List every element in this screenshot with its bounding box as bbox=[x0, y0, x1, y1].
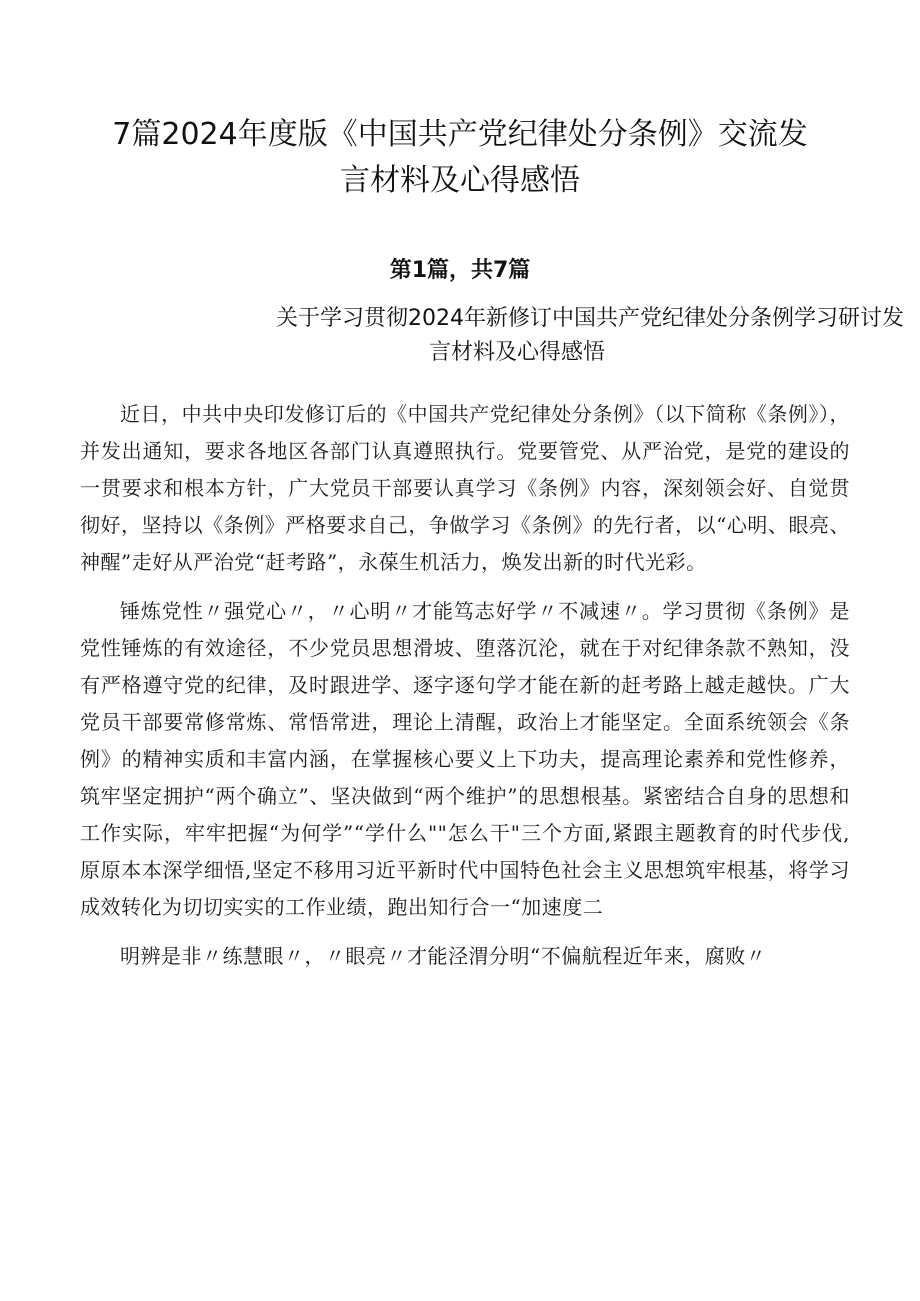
document-title bbox=[60, 112, 860, 204]
article-title-line-2: 言材料及心得感悟 bbox=[428, 340, 605, 365]
paragraph: 近日，中共中央印发修订后的《中国共产党纪律处分条例》（以下简称《条例》），并发出通知，要求各地区各部门认真遵照执行。党要管党、从严治党，是党的建设的一贯要求和根本方针，广大党员干部要认真学习《条例》内容，深刻领会好、自觉贯彻好，坚持以《条例》严格要求自己，争做学习《条例》的先行者，以“心明、眼亮、神醒”走好从严治党“赶考路”，永葆生机活力，焕发出新的时代光彩。 bbox=[80, 402, 850, 574]
document-title-line-2: 言材料及心得感悟 bbox=[340, 163, 580, 198]
article-body bbox=[80, 396, 850, 975]
paragraph: 锤炼党性〃强党心〃，〃心明〃才能笃志好学〃不减速〃。学习贯彻《条例》是党性锤炼的有效途径，不少党员思想滑坡、堕落沉沦，就在于对纪律条款不熟知，没有严格遵守党的纪律，及时跟进学、逐字逐句学才能在新的赶考路上越走越快。广大党员干部要常修常炼、常悟常进，理论上清醒，政治上才能坚定。全面系统领会《条例》的精神实质和丰富内涵，在掌握核心要义上下功夫，提高理论素养和党性修养，筑牢坚定拥护“两个确立”、坚决做到“两个维护”的思想根基。紧密结合自身的思想和工作实际，牢牢把握“为何学”“学什么""怎么干"三个方面,紧跟主题教育的时代步伐,原原本本深学细悟,坚定不移用习近平新时代中国特色社会主义思想筑牢根基，将学习成效转化为切切实实的工作业绩，跑出知行合一“加速度二 bbox=[80, 599, 850, 919]
article-title bbox=[70, 302, 904, 370]
article-title-line-1: 关于学习贯彻2024年新修订中国共产党纪律处分条例学习研讨发 bbox=[276, 306, 904, 331]
document-title-line-1: 7篇2024年度版《中国共产党纪律处分条例》交流发 bbox=[112, 117, 808, 152]
section-label: 第1篇，共7篇 bbox=[389, 258, 531, 283]
paragraph: 明辨是非〃练慧眼〃，〃眼亮〃才能泾渭分明“不偏航程近年来，腐败〃 bbox=[120, 944, 767, 968]
